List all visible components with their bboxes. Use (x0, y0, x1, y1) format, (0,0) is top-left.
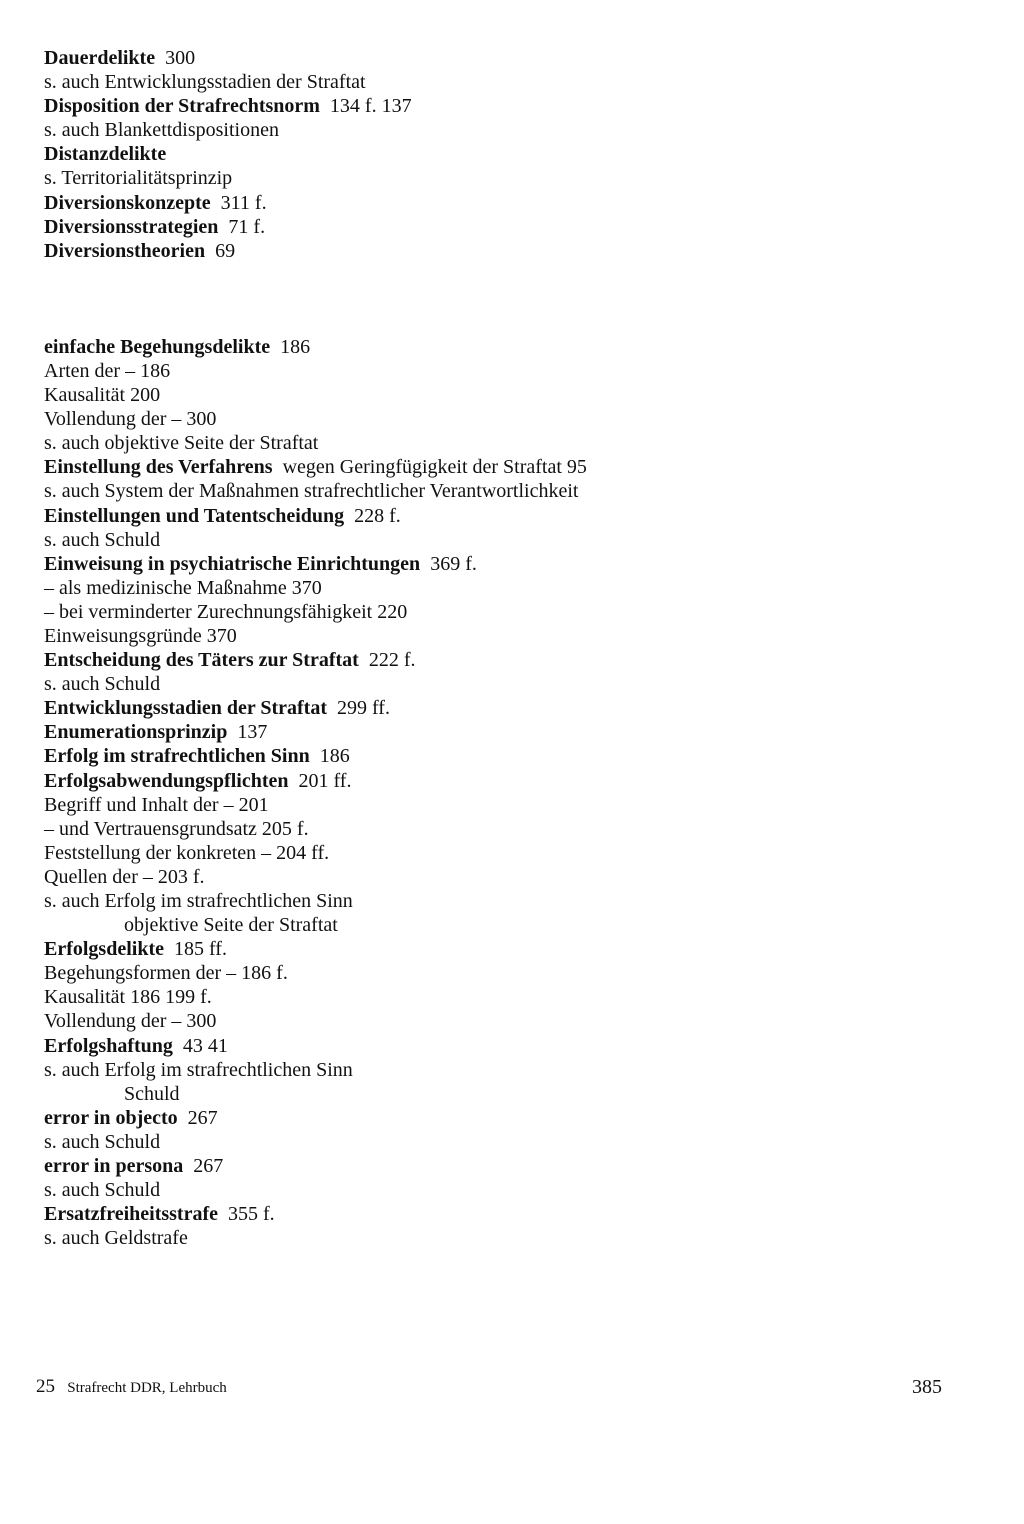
index-subentry (44, 624, 984, 648)
index-pages: 186 (319, 745, 350, 768)
index-block-e (44, 335, 984, 1251)
index-entry (44, 191, 984, 215)
index-block-d (44, 46, 984, 263)
index-subentry (44, 1226, 984, 1250)
index-subentry-text: s. Territorialitätsprinzip (44, 167, 233, 190)
index-subentry (44, 383, 984, 407)
index-subentry-text: s. auch System der Maßnahmen strafrechtlicher Verantwortlichkeit (44, 480, 579, 503)
index-subentry (44, 985, 984, 1009)
index-term: Erfolgsdelikte (44, 938, 164, 961)
index-term: Erfolgshaftung (44, 1034, 173, 1057)
index-pages: 134 f. 137 (329, 95, 412, 118)
index-subentry-text: s. auch objektive Seite der Straftat (44, 432, 319, 455)
index-entry (44, 1034, 984, 1058)
index-subentry-text: Feststellung der konkreten – 204 ff. (44, 841, 330, 864)
page-number: 385 (912, 1376, 942, 1398)
index-subentry (44, 431, 984, 455)
index-subentry (44, 359, 984, 383)
index-term: error in objecto (44, 1106, 178, 1129)
index-subentry (44, 407, 984, 431)
index-term: Entscheidung des Täters zur Straftat (44, 649, 359, 672)
index-subentry (44, 793, 984, 817)
index-entry (44, 455, 984, 479)
index-term: Dauerdelikte (44, 47, 156, 69)
section-gap (44, 263, 984, 335)
index-term: Erfolg im strafrechtlichen Sinn (44, 745, 310, 768)
index-term: Diversionsstrategien (44, 215, 219, 238)
index-subentry-text: objektive Seite der Straftat (124, 914, 338, 937)
index-subentry-text: s. auch Entwicklungsstadien der Straftat (44, 71, 366, 94)
index-entry (44, 94, 984, 118)
index-subentry (44, 600, 984, 624)
index-subentry-text: Begehungsformen der – 186 f. (44, 962, 288, 985)
index-pages: 222 f. (368, 649, 416, 672)
index-subentry-text: Quellen der – 203 f. (44, 865, 205, 888)
index-pages: 299 ff. (337, 697, 390, 720)
index-subentry-text: s. auch Erfolg im strafrechtlichen Sinn (44, 1058, 353, 1081)
index-entry (44, 744, 984, 768)
index-term: Einweisung in psychiatrische Einrichtungen (44, 552, 421, 575)
index-pages: 69 (215, 239, 236, 262)
index-subentry-text: Vollendung der – 300 (44, 1010, 217, 1033)
index-subentry-text: – bei verminderter Zurechnungsfähigkeit 220 (44, 600, 408, 623)
index-term: Disposition der Strafrechtsnorm (44, 95, 320, 118)
index-entry (44, 46, 984, 70)
index-entry (44, 769, 984, 793)
index-term: Erfolgsabwendungspflichten (44, 769, 289, 792)
index-entry (44, 720, 984, 744)
footer-signature (36, 1376, 227, 1398)
index-entry (44, 1106, 984, 1130)
index-pages: 185 ff. (174, 938, 227, 961)
index-subentry-text: Einweisungsgründe 370 (44, 624, 237, 647)
index-pages: 228 f. (354, 504, 401, 527)
index-subentry-text: s. auch Schuld (44, 528, 161, 551)
index-entry (44, 335, 984, 359)
index-subentry (44, 1058, 984, 1082)
index-subentry (44, 1082, 984, 1106)
index-term: error in persona (44, 1155, 184, 1178)
index-entry (44, 1202, 984, 1226)
index-entry (44, 504, 984, 528)
book-title: Strafrecht DDR, Lehrbuch (67, 1380, 227, 1396)
index-term: Distanzdelikte (44, 143, 167, 166)
index-subentry-text: – und Vertrauensgrundsatz 205 f. (44, 817, 309, 840)
index-term: Enumerationsprinzip (44, 721, 228, 744)
index-pages: 43 41 (182, 1034, 228, 1057)
index-pages: 300 (165, 47, 196, 69)
index-entry (44, 239, 984, 263)
index-pages: 186 (280, 335, 311, 358)
index-entry (44, 648, 984, 672)
index-pages: 267 (187, 1106, 218, 1129)
index-term: Entwicklungsstadien der Straftat (44, 697, 327, 720)
index-entry (44, 215, 984, 239)
index-subentry (44, 166, 984, 190)
index-subentry (44, 1009, 984, 1033)
index-term: Ersatzfreiheitsstrafe (44, 1203, 219, 1226)
index-pages: wegen Geringfügigkeit der Straftat 95 (282, 456, 587, 479)
index-subentry-text: Begriff und Inhalt der – 201 (44, 793, 269, 816)
index-pages: 311 f. (220, 191, 267, 214)
index-pages: 267 (193, 1155, 224, 1178)
index-pages: 201 ff. (298, 769, 352, 792)
index-entry (44, 1154, 984, 1178)
index-term: Diversionstheorien (44, 239, 206, 262)
index-subentry (44, 961, 984, 985)
index-term: Diversionskonzepte (44, 191, 211, 214)
index-subentry-text: Schuld (124, 1082, 180, 1105)
index-entry (44, 552, 984, 576)
index-subentry-text: s. auch Erfolg im strafrechtlichen Sinn (44, 890, 353, 912)
index-pages: 369 f. (430, 552, 477, 575)
index-subentry-text: Arten der – 186 (44, 359, 171, 382)
index-entry (44, 696, 984, 720)
index-subentry-text: s. auch Schuld (44, 1179, 161, 1202)
index-entry (44, 937, 984, 961)
index-subentry (44, 479, 984, 503)
index-pages: 137 (237, 721, 268, 744)
index-subentry (44, 528, 984, 552)
index-entry (44, 142, 984, 166)
index-subentry-text: Kausalität 200 (44, 384, 161, 407)
index-subentry (44, 1130, 984, 1154)
index-column (44, 46, 984, 1250)
index-pages: 71 f. (228, 215, 266, 238)
index-pages: 355 f. (228, 1203, 275, 1226)
index-subentry (44, 913, 984, 937)
index-subentry (44, 889, 984, 913)
index-subentry (44, 841, 984, 865)
index-subentry-text: s. auch Blankettdispositionen (44, 119, 279, 142)
index-subentry (44, 1178, 984, 1202)
index-subentry-text: Kausalität 186 199 f. (44, 986, 212, 1009)
index-subentry-text: s. auch Geldstrafe (44, 1227, 188, 1250)
index-subentry (44, 70, 984, 94)
index-subentry (44, 672, 984, 696)
index-subentry-text: s. auch Schuld (44, 1130, 161, 1153)
index-term: einfache Begehungsdelikte (44, 335, 271, 358)
index-subentry-text: s. auch Schuld (44, 673, 161, 696)
index-subentry-text: – als medizinische Maßnahme 370 (44, 576, 322, 599)
sheet-number: 25 (36, 1376, 55, 1397)
index-subentry (44, 576, 984, 600)
index-subentry-text: Vollendung der – 300 (44, 408, 217, 431)
index-term: Einstellungen und Tatentscheidung (44, 504, 345, 527)
index-subentry (44, 817, 984, 841)
index-subentry (44, 118, 984, 142)
index-subentry (44, 865, 984, 889)
index-term: Einstellung des Verfahrens (44, 456, 273, 479)
